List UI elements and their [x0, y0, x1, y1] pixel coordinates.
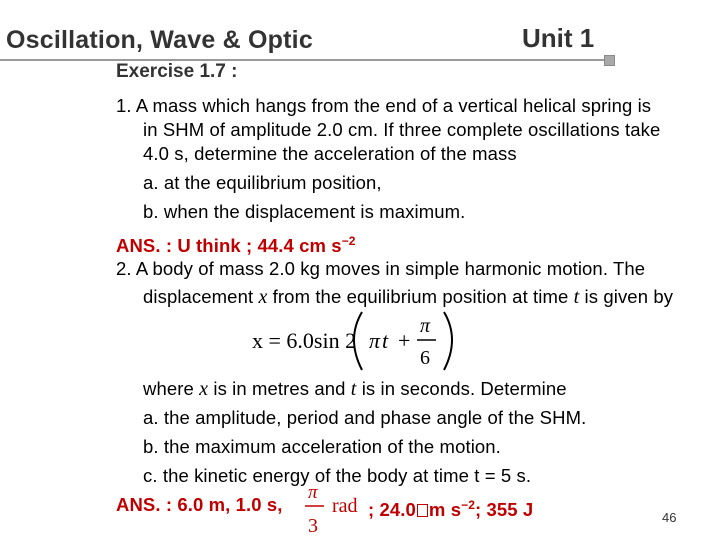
q2-answer-end [368, 494, 533, 521]
q2-where-part-b: is in metres and [208, 378, 351, 399]
q2-answer-exponent: −2 [461, 498, 475, 512]
exercise-title: Exercise 1.7 : [116, 61, 238, 82]
q2-where-part-c: is in seconds. Determine [356, 378, 567, 399]
q1-part-b: b. when the displacement is maximum. [143, 201, 466, 222]
unit-label: Unit 1 [522, 23, 595, 53]
q2-part-c: c. the kinetic energy of the body at time t = 5 s. [143, 465, 532, 486]
q2-answer-part-4: ; 355 J [475, 499, 534, 520]
missing-glyph-icon [417, 504, 428, 517]
formula-frac-den: 6 [420, 347, 430, 369]
q1-line-3: 4.0 s, determine the acceleration of the mass [143, 143, 517, 164]
q2-symbol-t: t [573, 286, 580, 308]
formula-pi: π [369, 328, 381, 353]
q2-where-symbol-t: t [350, 378, 357, 400]
formula-t: t [382, 328, 389, 353]
q2-where-symbol-x: x [199, 378, 209, 400]
q2-line-2-part-a: displacement [143, 286, 259, 307]
formula-frac-num: π [420, 315, 431, 337]
q2-part-b: b. the maximum acceleration of the motion. [143, 436, 501, 457]
q2-line-2-part-b: from the equilibrium position at time [267, 286, 574, 307]
formula-lhs: x = 6.0sin 2 [252, 328, 357, 353]
displacement-formula [250, 304, 470, 374]
formula-plus: + [398, 328, 411, 353]
q1-line-2: in SHM of amplitude 2.0 cm. If three complete oscillations take [143, 119, 661, 140]
q2-answer-start: ANS. : 6.0 m, 1.0 s, [116, 494, 283, 515]
answer-fraction-rad [302, 480, 368, 538]
q2-answer-part-3: m s [428, 499, 462, 520]
header-title: Oscillation, Wave & Optic [6, 26, 313, 54]
q1-part-a: a. at the equilibrium position, [143, 172, 382, 193]
q2-part-a: a. the amplitude, period and phase angle of the SHM. [143, 407, 587, 428]
q1-answer-text: ANS. : U think ; 44.4 cm s [116, 235, 342, 256]
q1-answer [116, 230, 356, 257]
q2-where-line [143, 378, 567, 400]
ans-rad: rad [332, 495, 358, 517]
ans-frac-den: 3 [308, 515, 318, 537]
q2-symbol-x: x [258, 286, 268, 308]
page-number: 46 [662, 510, 677, 525]
q1-answer-exponent: −2 [341, 234, 356, 248]
q2-line-1: 2. A body of mass 2.0 kg moves in simple harmonic motion. The [116, 258, 646, 279]
ans-frac-num: π [308, 482, 318, 503]
q2-line-2-part-c: is given by [579, 286, 674, 307]
q2-answer-part-2: ; 24.0 [368, 499, 416, 520]
q1-line-1: 1. A mass which hangs from the end of a vertical helical spring is [116, 95, 652, 116]
q2-where-part-a: where [143, 378, 200, 399]
formula-right-paren [444, 312, 452, 370]
